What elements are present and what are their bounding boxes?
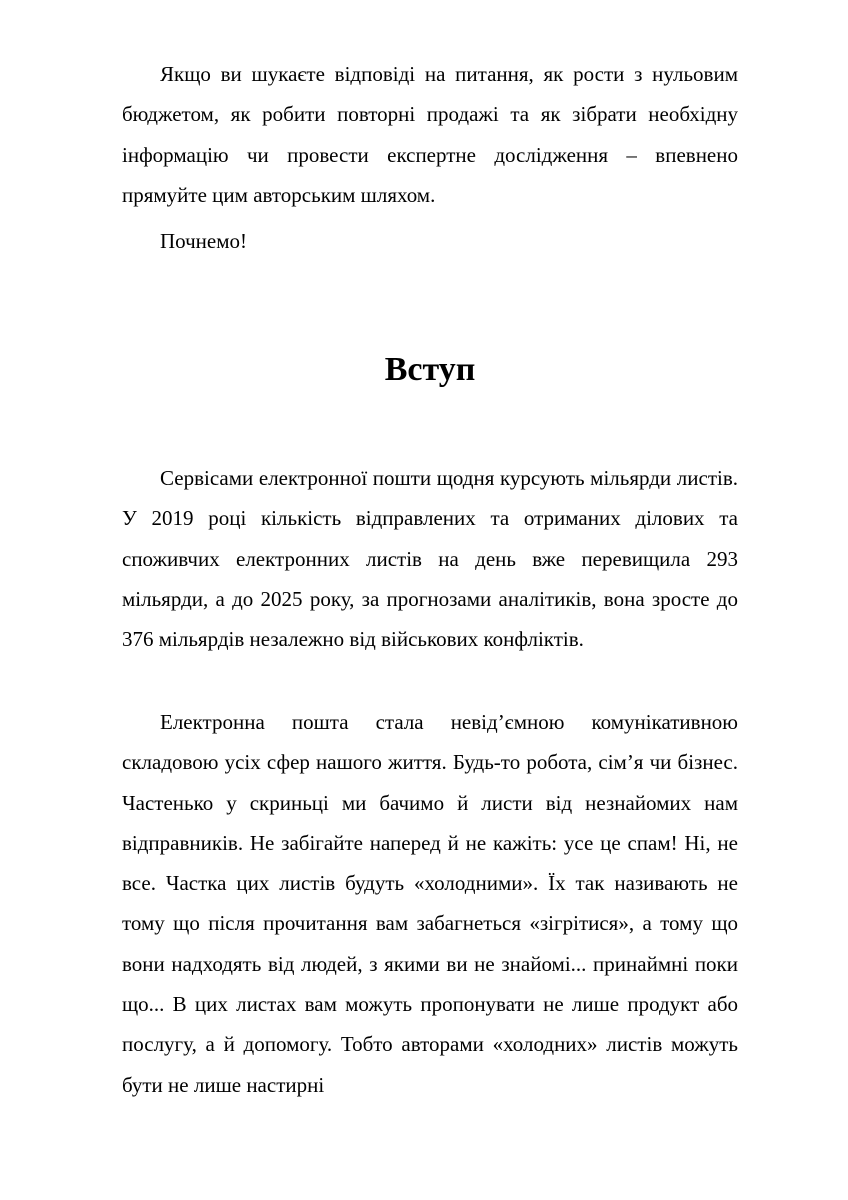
body-paragraph-2: Електронна пошта стала невід’ємною комунікативною складовою усіх сфер нашого життя. Будь-то робота, сім’я чи бізнес. Частенько у скриньці ми бачимо й листи від незнайомих нам відправників. Не забігайте наперед й не кажіть: усе це спам! Ні, не все. Частка цих листів будуть «холодними». Їх так називають не тому що після прочитання вам забагнеться «зігрітися», а тому що вони надходять від людей, з якими ви не знайомі... принаймні поки що... В цих листах вам можуть пропонувати не лише продукт або послугу, а й допомогу. Тобто авторами «холодних» листів можуть бути не лише настирні — [122, 710, 738, 1097]
body-paragraph-1: Сервісами електронної пошти щодня курсують мільярди листів. У 2019 році кількість відправлених та отриманих ділових та споживчих електронних листів на день вже перевищила 293 мільярди, а до 2025 року, за прогнозами аналітиків, вона зросте до 376 мільярдів незалежно від військових конфліктів. — [122, 466, 738, 652]
start-line: Почнемо! — [160, 229, 248, 253]
intro-paragraph: Якщо ви шукаєте відповіді на питання, як рости з нульовим бюджетом, як робити повторні продажі та як зібрати необхідну інформацію чи провести експертне дослідження – впевнено прямуйте цим авторським шляхом. — [122, 62, 738, 207]
section-heading: Вступ — [384, 351, 476, 388]
